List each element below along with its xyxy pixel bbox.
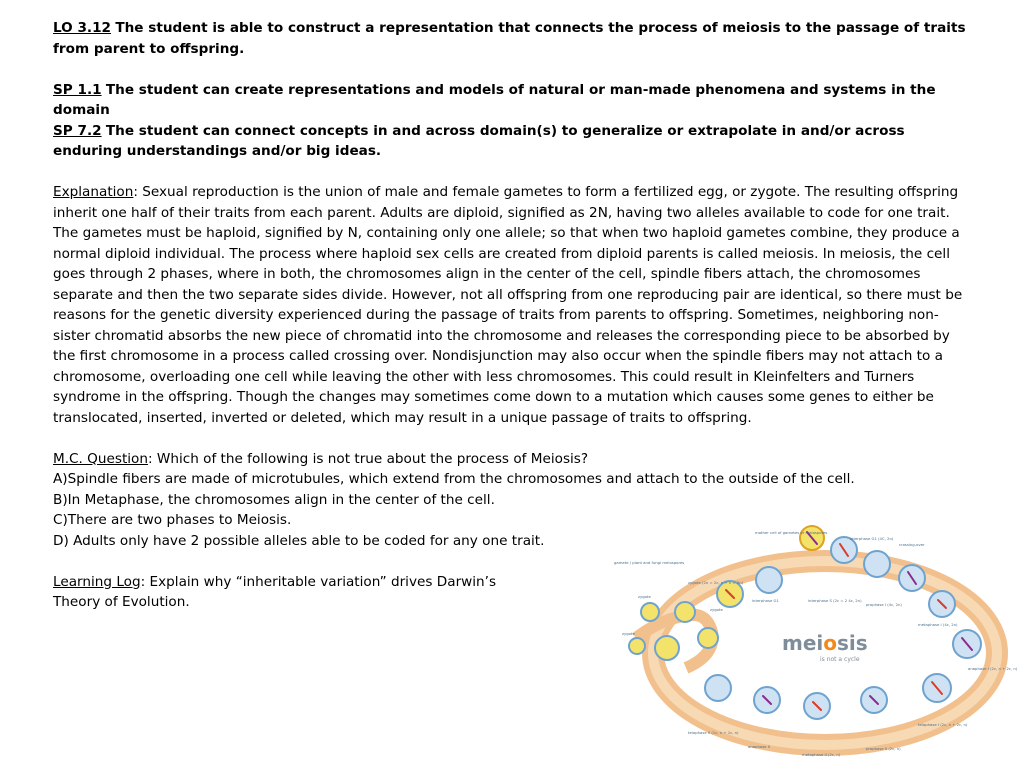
cell-crossing-over: [864, 551, 890, 577]
learning-log-line2: Theory of Evolution.: [53, 594, 190, 610]
label-telophase-1: telophase I (2c, n + 2c, n): [918, 722, 968, 727]
explanation-paragraph: [53, 182, 973, 428]
label-metaphase-2: metaphase II (2c, n): [802, 752, 841, 757]
mc-option-c: C)There are two phases to Meiosis.: [53, 512, 292, 528]
zygote-cell-2: [675, 602, 695, 622]
label-prophase-1: prophase I (4c, 2n): [866, 602, 902, 607]
lo-code: LO 3.12: [53, 20, 112, 36]
sp11-code: SP 1.1: [53, 81, 102, 98]
label-anaphase-1: anaphase I (2c, n + 2c, n): [968, 666, 1018, 671]
sp11-line: [53, 80, 973, 121]
meiosis-diagram: [612, 520, 1022, 768]
sp11-text: The student can create representations and models of natural or man-made phenomena and systems in the domain: [53, 81, 936, 118]
label-zygote-top: zygote (2n = 2c, n + n = 2n): [688, 580, 744, 585]
mc-label: M.C. Question: [53, 450, 148, 467]
zygote-cell-1: [641, 603, 659, 621]
label-telophase-2: telophase II (1c, n + 1c, n): [688, 730, 739, 735]
label-metaphase-1: metaphase I (4c, 2n): [918, 622, 958, 627]
label-interphase-g1: interphase G1 (4C, 2n): [850, 536, 894, 541]
sp72-text: The student can connect concepts in and across domain(s) to generalize or extrapolate in and/or across enduring understandings and/or big ideas.: [53, 122, 905, 159]
lo-text: The student is able to construct a representation that connects the process of meiosis to the passage of traits from parent to offspring.: [53, 20, 966, 57]
learning-log-text: : Explain why “inheritable variation” drives Darwin’s: [140, 573, 497, 590]
cell-interphase-s: [756, 567, 782, 593]
mc-question-text: : Which of the following is not true about the process of Meiosis?: [147, 450, 589, 467]
label-interphase-g1-left: interphase G1: [752, 598, 779, 603]
sp72-code: SP 7.2: [53, 122, 102, 139]
zygote-cell-5: [655, 636, 679, 660]
label-interphase-s: interphase S (2c = 2 4c, 2n): [808, 598, 862, 603]
cell-telophase-2: [705, 675, 731, 701]
label-gamete: gamete / plant and fungi meiospores: [614, 560, 685, 565]
meiosis-diagram-svg: [612, 520, 1022, 768]
zygote-cell-4: [629, 638, 645, 654]
label-prophase-2: prophase II (2c, n): [866, 746, 901, 751]
lo-line: [53, 18, 973, 59]
mc-option-a: A)Spindle fibers are made of microtubules, which extend from the chromosomes and attach to the outside of the cell.: [53, 471, 855, 487]
label-zygote-a: zygote: [638, 594, 651, 599]
explanation-text: : Sexual reproduction is the union of male and female gametes to form a fertilized egg, or zygote. The resulting offspring inherit one half of their traits from each parent. Adults are diploid, signified as 2N, having two alleles available to code for one trait. The gametes must be haploid, signified by N, containing only one allele; so that when two haploid gametes combine, they produce a normal diploid individual. The process where haploid sex cells are created from diploid parents is called meiosis. In meiosis, the cell goes through 2 phases, where in both, the chromosomes align in the center of the cell, spindle fibers attach, the chromosomes separate and then the two separate sides divide. However, not all offspring from one reproducing pair are identical, so there must be reasons for the genetic diversity experienced during the passage of traits from parents to offspring. Sometimes, neighboring non-sister chromatid absorbs the new piece of chromatid into the chromosome and releases the corresponding piece to be absorbed by the first chromosome in a process called crossing over. Nondisjunction may also occur when the spindle fibers may not attach to a chromosome, overloading one cell while leaving the other with less chromosomes. This could result in Kleinfelters and Turners syndrome in the offspring. Though the changes may sometimes come down to a mutation which causes some genes to either be translocated, inserted, inverted or deleted, which may result in a unique passage of traits to offspring.: [53, 184, 963, 426]
label-mother-cell: mother cell of gametes or meiospores: [755, 530, 828, 535]
mc-option-b: B)In Metaphase, the chromosomes align in the center of the cell.: [53, 491, 495, 508]
mc-question: [53, 449, 973, 470]
learning-log-label: Learning Log: [53, 573, 141, 590]
explanation-label: Explanation: [53, 184, 134, 200]
label-crossing-over: crossing-over: [899, 542, 925, 547]
label-zygote-b: zygote: [710, 607, 723, 612]
label-anaphase-2: anaphase II: [748, 744, 770, 749]
zygote-cell-3: [698, 628, 718, 648]
label-zygote-c: zygote: [622, 631, 635, 636]
sp72-line: [53, 121, 973, 162]
mc-option-d: D) Adults only have 2 possible alleles able to be coded for any one trait.: [53, 532, 545, 549]
diagram-subtitle: is not a cycle: [820, 656, 860, 663]
diagram-title: meiosis: [782, 631, 868, 655]
